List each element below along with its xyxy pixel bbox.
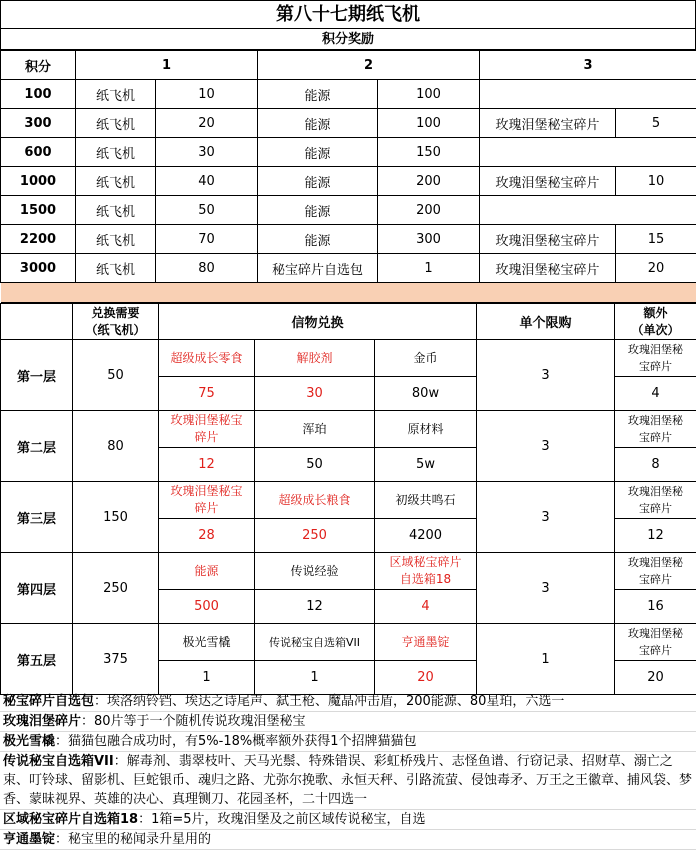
exchange-table (0, 303, 696, 695)
separator-cell (1, 283, 696, 303)
exchange-item-qty: 250 (255, 519, 375, 553)
reward3-name: 玫瑰泪堡秘宝碎片 (480, 254, 616, 283)
points-row (1, 109, 696, 138)
reward1-qty: 50 (156, 196, 258, 225)
note-text: ：埃洛纳铃铛、埃达之诗尾声、弑王枪、魔晶冲击盾，200能源、80星珀，六选一 (94, 694, 564, 709)
exchange-header-row (1, 304, 696, 340)
note-text: ：1箱=5片，玫瑰泪堡及之前区域传说秘宝，自选 (138, 812, 425, 827)
exchange-item-qty: 4200 (375, 519, 477, 553)
reward2-name: 能源 (258, 109, 378, 138)
note-key: 极光雪橇 (3, 734, 55, 749)
reward1-name: 纸飞机 (76, 80, 156, 109)
exchange-item-name: 解胶剂 (255, 340, 375, 377)
exchange-item-qty: 1 (255, 661, 375, 695)
reward2-qty: 150 (378, 138, 480, 167)
exchange-item-name: 区域秘宝碎片 自选箱18 (375, 553, 477, 590)
reward3-name: 玫瑰泪堡秘宝碎片 (480, 225, 616, 254)
exchange-item-name: 传说经验 (255, 553, 375, 590)
points-row (1, 80, 696, 109)
reward1-qty: 10 (156, 80, 258, 109)
extra-item-name: 玫瑰泪堡秘 宝碎片 (615, 624, 696, 661)
note-line (0, 712, 696, 732)
extra-item-name: 玫瑰泪堡秘 宝碎片 (615, 340, 696, 377)
note-key: 秘宝碎片自选包 (3, 694, 94, 709)
reward2-qty: 300 (378, 225, 480, 254)
points-subtitle: 积分奖励 (0, 28, 696, 50)
note-key: 区域秘宝碎片自选箱18 (3, 812, 138, 827)
separator-row (1, 283, 696, 303)
reward3-name: 玫瑰泪堡秘宝碎片 (480, 109, 616, 138)
exchange-item-qty: 12 (255, 590, 375, 624)
exchange-item-name: 能源 (159, 553, 255, 590)
points-row (1, 167, 696, 196)
reward3-empty (480, 138, 696, 167)
reward1-name: 纸飞机 (76, 254, 156, 283)
note-line (0, 692, 696, 712)
reward1-qty: 70 (156, 225, 258, 254)
note-line (0, 732, 696, 752)
layer-limit: 3 (477, 340, 615, 411)
reward1-name: 纸飞机 (76, 167, 156, 196)
points-value: 1500 (1, 196, 76, 225)
extra-item-name: 玫瑰泪堡秘 宝碎片 (615, 553, 696, 590)
exchange-header-cost: 兑换需要 （纸飞机） (73, 304, 159, 340)
note-line (0, 830, 696, 850)
points-table (0, 50, 696, 303)
reward2-name: 能源 (258, 80, 378, 109)
extra-item-name: 玫瑰泪堡秘 宝碎片 (615, 482, 696, 519)
points-value: 1000 (1, 167, 76, 196)
points-value: 2200 (1, 225, 76, 254)
exchange-item-name: 亨通墨锭 (375, 624, 477, 661)
points-header-cell: 积分 (1, 51, 76, 80)
exchange-item-qty: 20 (375, 661, 477, 695)
note-text: ：猫猫包融合成功时，有5%-18%概率额外获得1个招牌猫猫包 (55, 734, 416, 749)
exchange-item-qty: 80w (375, 377, 477, 411)
extra-item-qty: 20 (615, 661, 696, 695)
exchange-item-name: 浑珀 (255, 411, 375, 448)
reward1-qty: 20 (156, 109, 258, 138)
layer-limit: 3 (477, 553, 615, 624)
note-line (0, 810, 696, 830)
exchange-item-name: 玫瑰泪堡秘宝 碎片 (159, 482, 255, 519)
layer-cost: 50 (73, 340, 159, 411)
reward3-qty: 10 (616, 167, 696, 196)
note-text: ：解毒剂、翡翠枝叶、天马光鬃、特殊错误、彩虹桥残片、志怪鱼谱、行窃记录、招财草、溺亡之束、叮铃球、留影机、巨蛇银币、魂归之路、尤弥尔挽歌、永恒天秤、引路流萤、侵蚀毒矛、万王之王徽章、捕风袋、梦香、蒙昧视界、英雄的决心、真理铡刀、花园圣杯，二十四选一 (3, 754, 692, 807)
points-header-row (1, 51, 696, 80)
reward2-qty: 100 (378, 80, 480, 109)
exchange-item-name: 超级成长零食 (159, 340, 255, 377)
exchange-item-name: 极光雪橇 (159, 624, 255, 661)
layer-cost: 375 (73, 624, 159, 695)
exchange-item-name: 传说秘宝自选箱VII (255, 624, 375, 661)
reward2-name: 能源 (258, 196, 378, 225)
extra-item-qty: 8 (615, 448, 696, 482)
points-row (1, 254, 696, 283)
reward2-qty: 100 (378, 109, 480, 138)
exchange-header-extra: 额外 （单次） (615, 304, 696, 340)
reward1-qty: 80 (156, 254, 258, 283)
reward2-qty: 200 (378, 196, 480, 225)
exchange-item-name: 玫瑰泪堡秘宝 碎片 (159, 411, 255, 448)
note-key: 亨通墨锭 (3, 832, 55, 847)
reward3-name: 玫瑰泪堡秘宝碎片 (480, 167, 616, 196)
reward2-name: 秘宝碎片自选包 (258, 254, 378, 283)
layer-cost: 250 (73, 553, 159, 624)
layer-name: 第四层 (1, 553, 73, 624)
reward2-qty: 1 (378, 254, 480, 283)
points-value: 100 (1, 80, 76, 109)
exchange-header-items: 信物兑换 (159, 304, 477, 340)
reward2-name: 能源 (258, 167, 378, 196)
layer-cost: 150 (73, 482, 159, 553)
exchange-item-qty: 5w (375, 448, 477, 482)
exchange-item-qty: 50 (255, 448, 375, 482)
note-text: ：秘宝里的秘闻录升星用的 (55, 832, 211, 847)
exchange-header-empty (1, 304, 73, 340)
exchange-item-qty: 4 (375, 590, 477, 624)
reward2-qty: 200 (378, 167, 480, 196)
layer-name: 第二层 (1, 411, 73, 482)
points-row (1, 225, 696, 254)
layer-limit: 3 (477, 411, 615, 482)
points-header-cell: 3 (480, 51, 696, 80)
layer-item-row (1, 624, 696, 661)
reward3-empty (480, 80, 696, 109)
exchange-item-name: 原材料 (375, 411, 477, 448)
reward1-name: 纸飞机 (76, 138, 156, 167)
points-header-cell: 1 (76, 51, 258, 80)
exchange-item-qty: 28 (159, 519, 255, 553)
note-key: 传说秘宝自选箱VII (3, 754, 114, 769)
extra-item-name: 玫瑰泪堡秘 宝碎片 (615, 411, 696, 448)
layer-limit: 3 (477, 482, 615, 553)
points-header-cell: 2 (258, 51, 480, 80)
exchange-item-name: 超级成长粮食 (255, 482, 375, 519)
points-value: 600 (1, 138, 76, 167)
points-value: 3000 (1, 254, 76, 283)
extra-item-qty: 16 (615, 590, 696, 624)
layer-cost: 80 (73, 411, 159, 482)
reward1-name: 纸飞机 (76, 196, 156, 225)
exchange-header-limit: 单个限购 (477, 304, 615, 340)
reward2-name: 能源 (258, 138, 378, 167)
layer-name: 第三层 (1, 482, 73, 553)
note-key: 玫瑰泪堡碎片 (3, 714, 81, 729)
exchange-item-qty: 12 (159, 448, 255, 482)
exchange-item-qty: 500 (159, 590, 255, 624)
reward2-name: 能源 (258, 225, 378, 254)
exchange-item-qty: 75 (159, 377, 255, 411)
exchange-item-qty: 1 (159, 661, 255, 695)
exchange-item-name: 金币 (375, 340, 477, 377)
layer-item-row (1, 340, 696, 377)
reward1-qty: 30 (156, 138, 258, 167)
points-value: 300 (1, 109, 76, 138)
layer-item-row (1, 482, 696, 519)
layer-item-row (1, 411, 696, 448)
page-title: 第八十七期纸飞机 (0, 0, 696, 28)
reward3-qty: 5 (616, 109, 696, 138)
extra-item-qty: 4 (615, 377, 696, 411)
note-text: ：80片等于一个随机传说玫瑰泪堡秘宝 (81, 714, 306, 729)
notes-section (0, 692, 696, 850)
points-row (1, 138, 696, 167)
reward1-name: 纸飞机 (76, 225, 156, 254)
extra-item-qty: 12 (615, 519, 696, 553)
note-line (0, 752, 696, 810)
reward1-qty: 40 (156, 167, 258, 196)
layer-limit: 1 (477, 624, 615, 695)
reward3-empty (480, 196, 696, 225)
reward1-name: 纸飞机 (76, 109, 156, 138)
reward3-qty: 20 (616, 254, 696, 283)
exchange-item-name: 初级共鸣石 (375, 482, 477, 519)
layer-name: 第一层 (1, 340, 73, 411)
reward3-qty: 15 (616, 225, 696, 254)
layer-item-row (1, 553, 696, 590)
layer-name: 第五层 (1, 624, 73, 695)
points-row (1, 196, 696, 225)
exchange-item-qty: 30 (255, 377, 375, 411)
